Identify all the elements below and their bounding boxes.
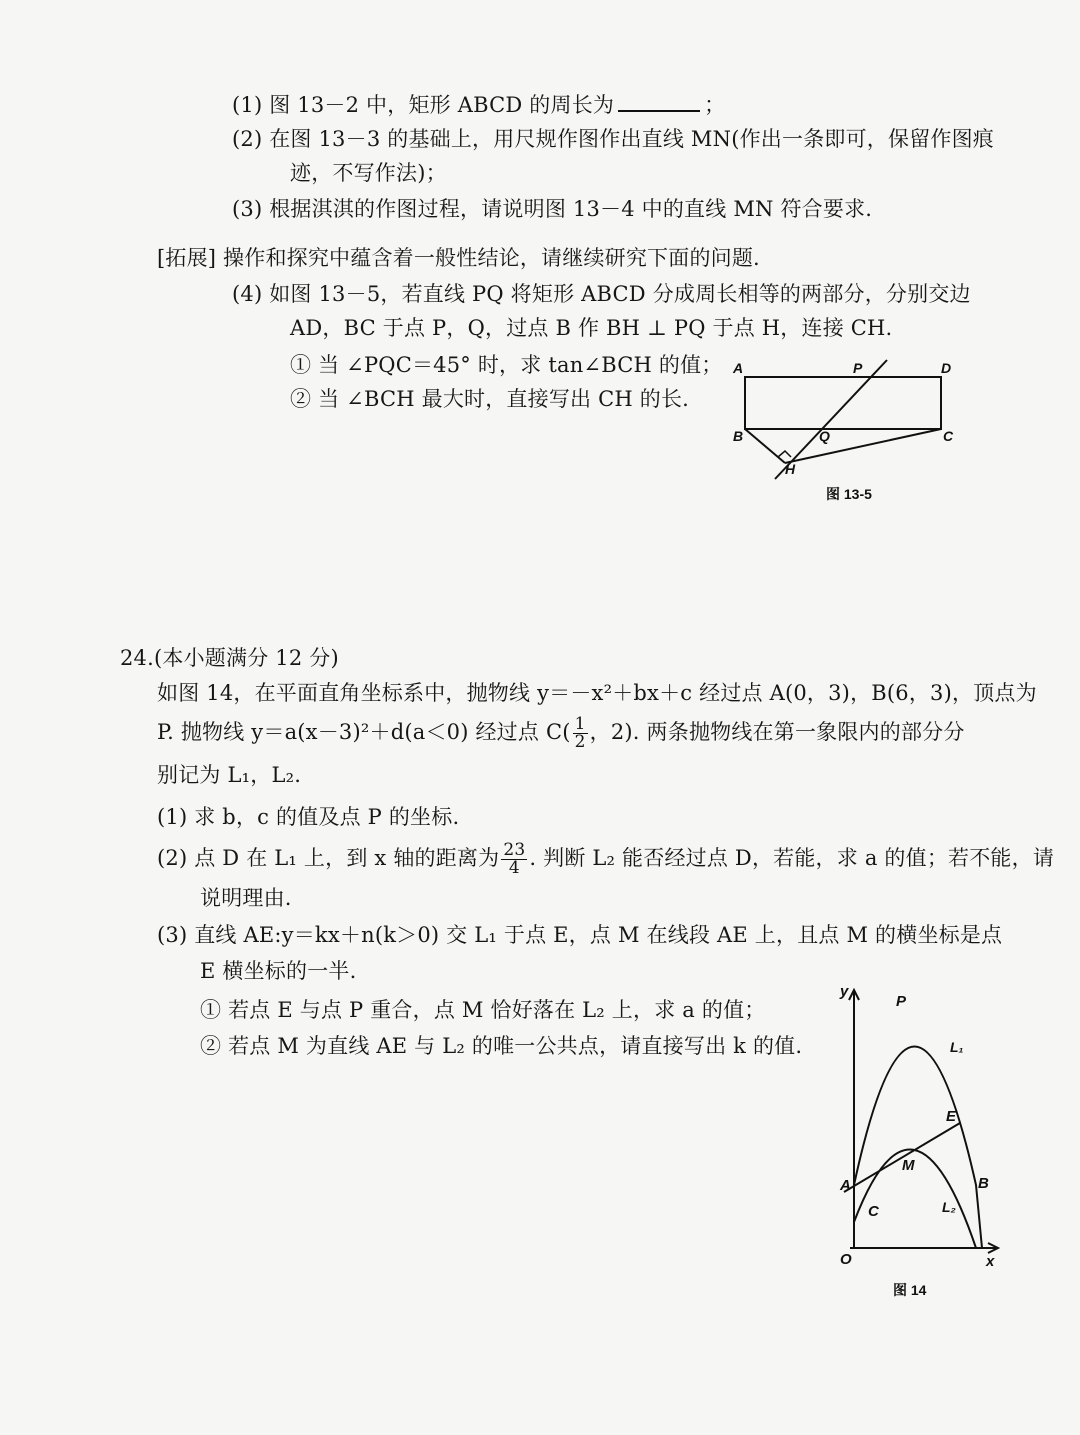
q23-part3: (3) 根据淇淇的作图过程，请说明图 13－4 中的直线 MN 符合要求. xyxy=(232,197,873,221)
label-p: P xyxy=(853,360,863,376)
q23-part2-line2: 迹，不写作法)； xyxy=(290,161,447,185)
right-angle-mark xyxy=(778,451,791,457)
q24-part2: (2) 点 D 在 L₁ 上，到 x 轴的距离为 $\frac{23}{4}$ . 判断 L₂ 能否经过点 D，若能，求 a 的值；若不能，请 xyxy=(157,840,1055,878)
curve-l2 xyxy=(854,1150,976,1248)
fraction-one-half: $\frac{1}{2}$ xyxy=(574,714,586,752)
label-d: D xyxy=(941,360,952,376)
q23-part2-line1: (2) 在图 13－3 的基础上，用尺规作图作出直线 MN(作出一条即可，保留作图痕 xyxy=(232,127,994,151)
q24-intro-line2: P. 抛物线 y＝a(x－3)²＋d(a＜0) 经过点 C( $\frac{1}{2}$ ，2). 两条抛物线在第一象限内的部分分 xyxy=(157,714,965,752)
q24-part1: (1) 求 b，c 的值及点 P 的坐标. xyxy=(157,805,460,829)
figure-14 xyxy=(830,980,1010,1270)
q23-part1: (1) 图 13－2 中，矩形 ABCD 的周长为 ； xyxy=(232,88,725,120)
q24-part3-sub2: ② 若点 M 为直线 AE 与 L₂ 的唯一公共点，请直接写出 k 的值. xyxy=(200,1034,803,1058)
q23-part4-sub1: ① 当 ∠PQC＝45° 时，求 tan∠BCH 的值； xyxy=(290,353,723,377)
label-l2: L₂ xyxy=(942,1199,956,1215)
label-a: A xyxy=(733,360,744,376)
label-b: B xyxy=(978,1175,989,1192)
answer-blank xyxy=(618,88,700,112)
q24-intro-line3: 别记为 L₁，L₂. xyxy=(157,763,302,787)
label-a: A xyxy=(840,1177,851,1194)
figure-13-5-caption: 图 13-5 xyxy=(826,486,872,502)
q24-intro-line1: 如图 14，在平面直角坐标系中，抛物线 y＝－x²＋bx＋c 经过点 A(0，3)，B(6，3)，顶点为 xyxy=(157,681,1037,705)
label-q: Q xyxy=(819,428,830,444)
q24-part3-sub1: ① 若点 E 与点 P 重合，点 M 恰好落在 L₂ 上，求 a 的值； xyxy=(200,998,766,1022)
label-y: y xyxy=(840,983,849,1000)
label-c: C xyxy=(868,1203,879,1220)
label-m: M xyxy=(902,1157,915,1174)
label-c: C xyxy=(943,428,954,444)
q24-part3-line1: (3) 直线 AE:y＝kx＋n(k＞0) 交 L₁ 于点 E，点 M 在线段 AE 上，且点 M 的横坐标是点 xyxy=(157,923,1003,947)
q23-extension: [拓展] 操作和探究中蕴含着一般性结论，请继续研究下面的问题. xyxy=(157,246,760,270)
fraction-23-4: $\frac{23}{4}$ xyxy=(503,840,526,878)
q24-part2-line2: 说明理由. xyxy=(200,886,292,910)
label-e: E xyxy=(946,1108,957,1125)
figure-13-5 xyxy=(725,355,965,485)
segment-bh xyxy=(745,429,785,463)
q24-heading: 24.(本小题满分 12 分) xyxy=(120,646,339,670)
label-x: x xyxy=(986,1253,995,1270)
label-p: P xyxy=(896,993,907,1010)
label-o: O xyxy=(840,1251,852,1268)
q24-part3-line2: E 横坐标的一半. xyxy=(200,959,357,983)
q23-part4-sub2: ② 当 ∠BCH 最大时，直接写出 CH 的长. xyxy=(290,387,690,411)
rectangle-abcd xyxy=(745,377,941,429)
label-b: B xyxy=(733,428,744,444)
q23-part4-line1: (4) 如图 13－5，若直线 PQ 将矩形 ABCD 分成周长相等的两部分，分别交边 xyxy=(232,282,971,306)
segment-ch xyxy=(785,429,941,463)
label-l1: L₁ xyxy=(950,1039,964,1055)
label-h: H xyxy=(785,461,796,477)
q23-part4-line2: AD，BC 于点 P，Q，过点 B 作 BH ⊥ PQ 于点 H，连接 CH. xyxy=(290,316,893,340)
figure-14-caption: 图 14 xyxy=(893,1282,927,1298)
